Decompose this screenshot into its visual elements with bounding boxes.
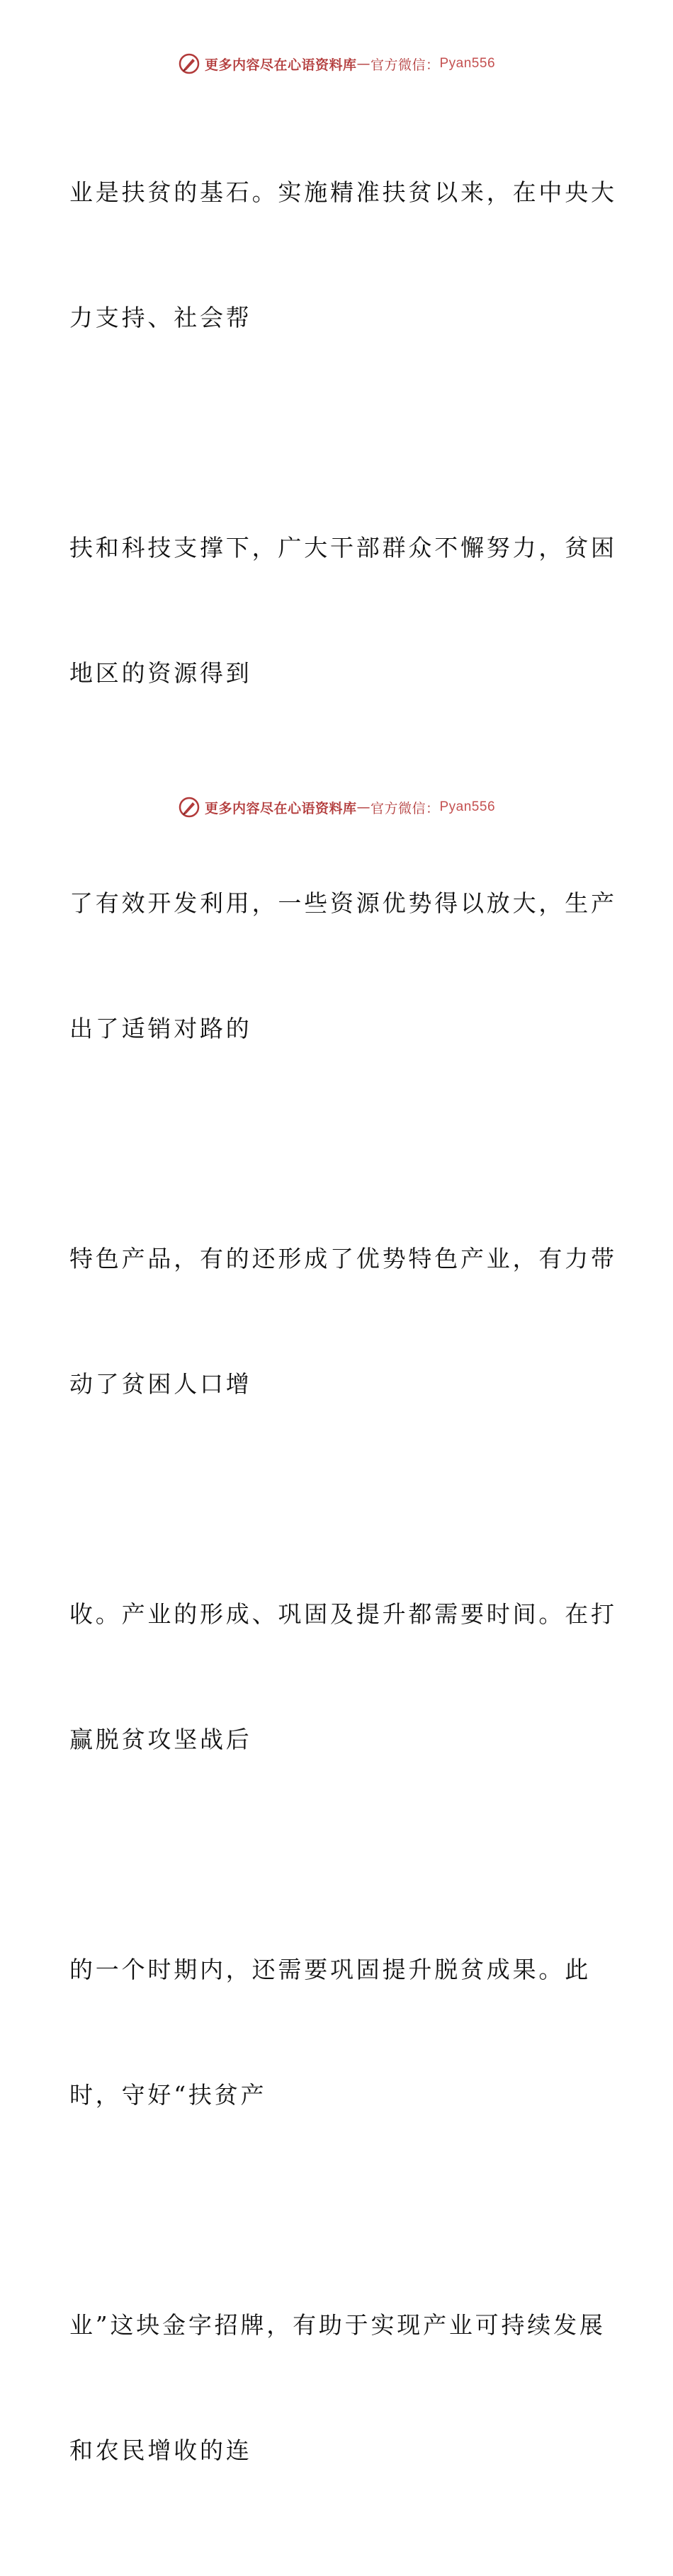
document-body	[69, 88, 617, 2576]
paragraph-line: 力支持、社会帮	[69, 304, 252, 331]
header-wechat-label: 官方微信：	[370, 57, 440, 73]
footer-brand-text: 更多内容尽在心语资料库	[204, 800, 357, 816]
paragraph-1	[69, 88, 617, 422]
paragraph-4	[69, 1154, 617, 1488]
paragraph-line: 特色产品，有的还形成了优势特色产业，有力带	[69, 1245, 617, 1272]
paragraph-line: 和农民增收的连	[69, 2437, 252, 2464]
header-wechat-id: Pyan556	[439, 56, 496, 71]
paragraph-line: 扶和科技支撑下，广大干部群众不懈努力，贫困	[69, 534, 617, 562]
page-header-watermark	[0, 51, 673, 76]
header-separator: —	[356, 56, 371, 72]
paragraph-line: 业是扶贫的基石。实施精准扶贫以来，在中央大	[69, 178, 617, 206]
paragraph-line: 业”这块金字招牌，有助于实现产业可持续发展	[69, 2311, 606, 2339]
paragraph-line: 时，守好“扶贫产	[69, 2081, 267, 2109]
paragraph-line: 收。产业的形成、巩固及提升都需要时间。在打	[69, 1600, 617, 1628]
paragraph-line: 了有效开发利用，一些资源优势得以放大，生产	[69, 889, 617, 917]
page-footer-watermark	[0, 794, 673, 820]
paragraph-line: 的一个时期内，还需要巩固提升脱贫成果。此	[69, 1956, 591, 1983]
paragraph-line: 出了适销对路的	[69, 1015, 252, 1042]
paragraph-6	[69, 1865, 594, 2199]
paragraph-line: 赢脱贫攻坚战后	[69, 1726, 252, 1753]
paragraph-7	[69, 2221, 606, 2555]
header-brand-text: 更多内容尽在心语资料库	[204, 57, 357, 73]
paragraph-3	[69, 799, 617, 1133]
footer-wechat-label: 官方微信：	[370, 800, 440, 816]
pen-logo-icon	[178, 796, 200, 819]
footer-separator: —	[356, 799, 371, 815]
pen-logo-icon	[178, 52, 200, 75]
footer-wechat-id: Pyan556	[439, 799, 496, 814]
paragraph-line: 地区的资源得到	[69, 659, 252, 687]
paragraph-5	[69, 1510, 617, 1844]
paragraph-2	[69, 443, 617, 777]
paragraph-line: 动了贫困人口增	[69, 1370, 252, 1398]
